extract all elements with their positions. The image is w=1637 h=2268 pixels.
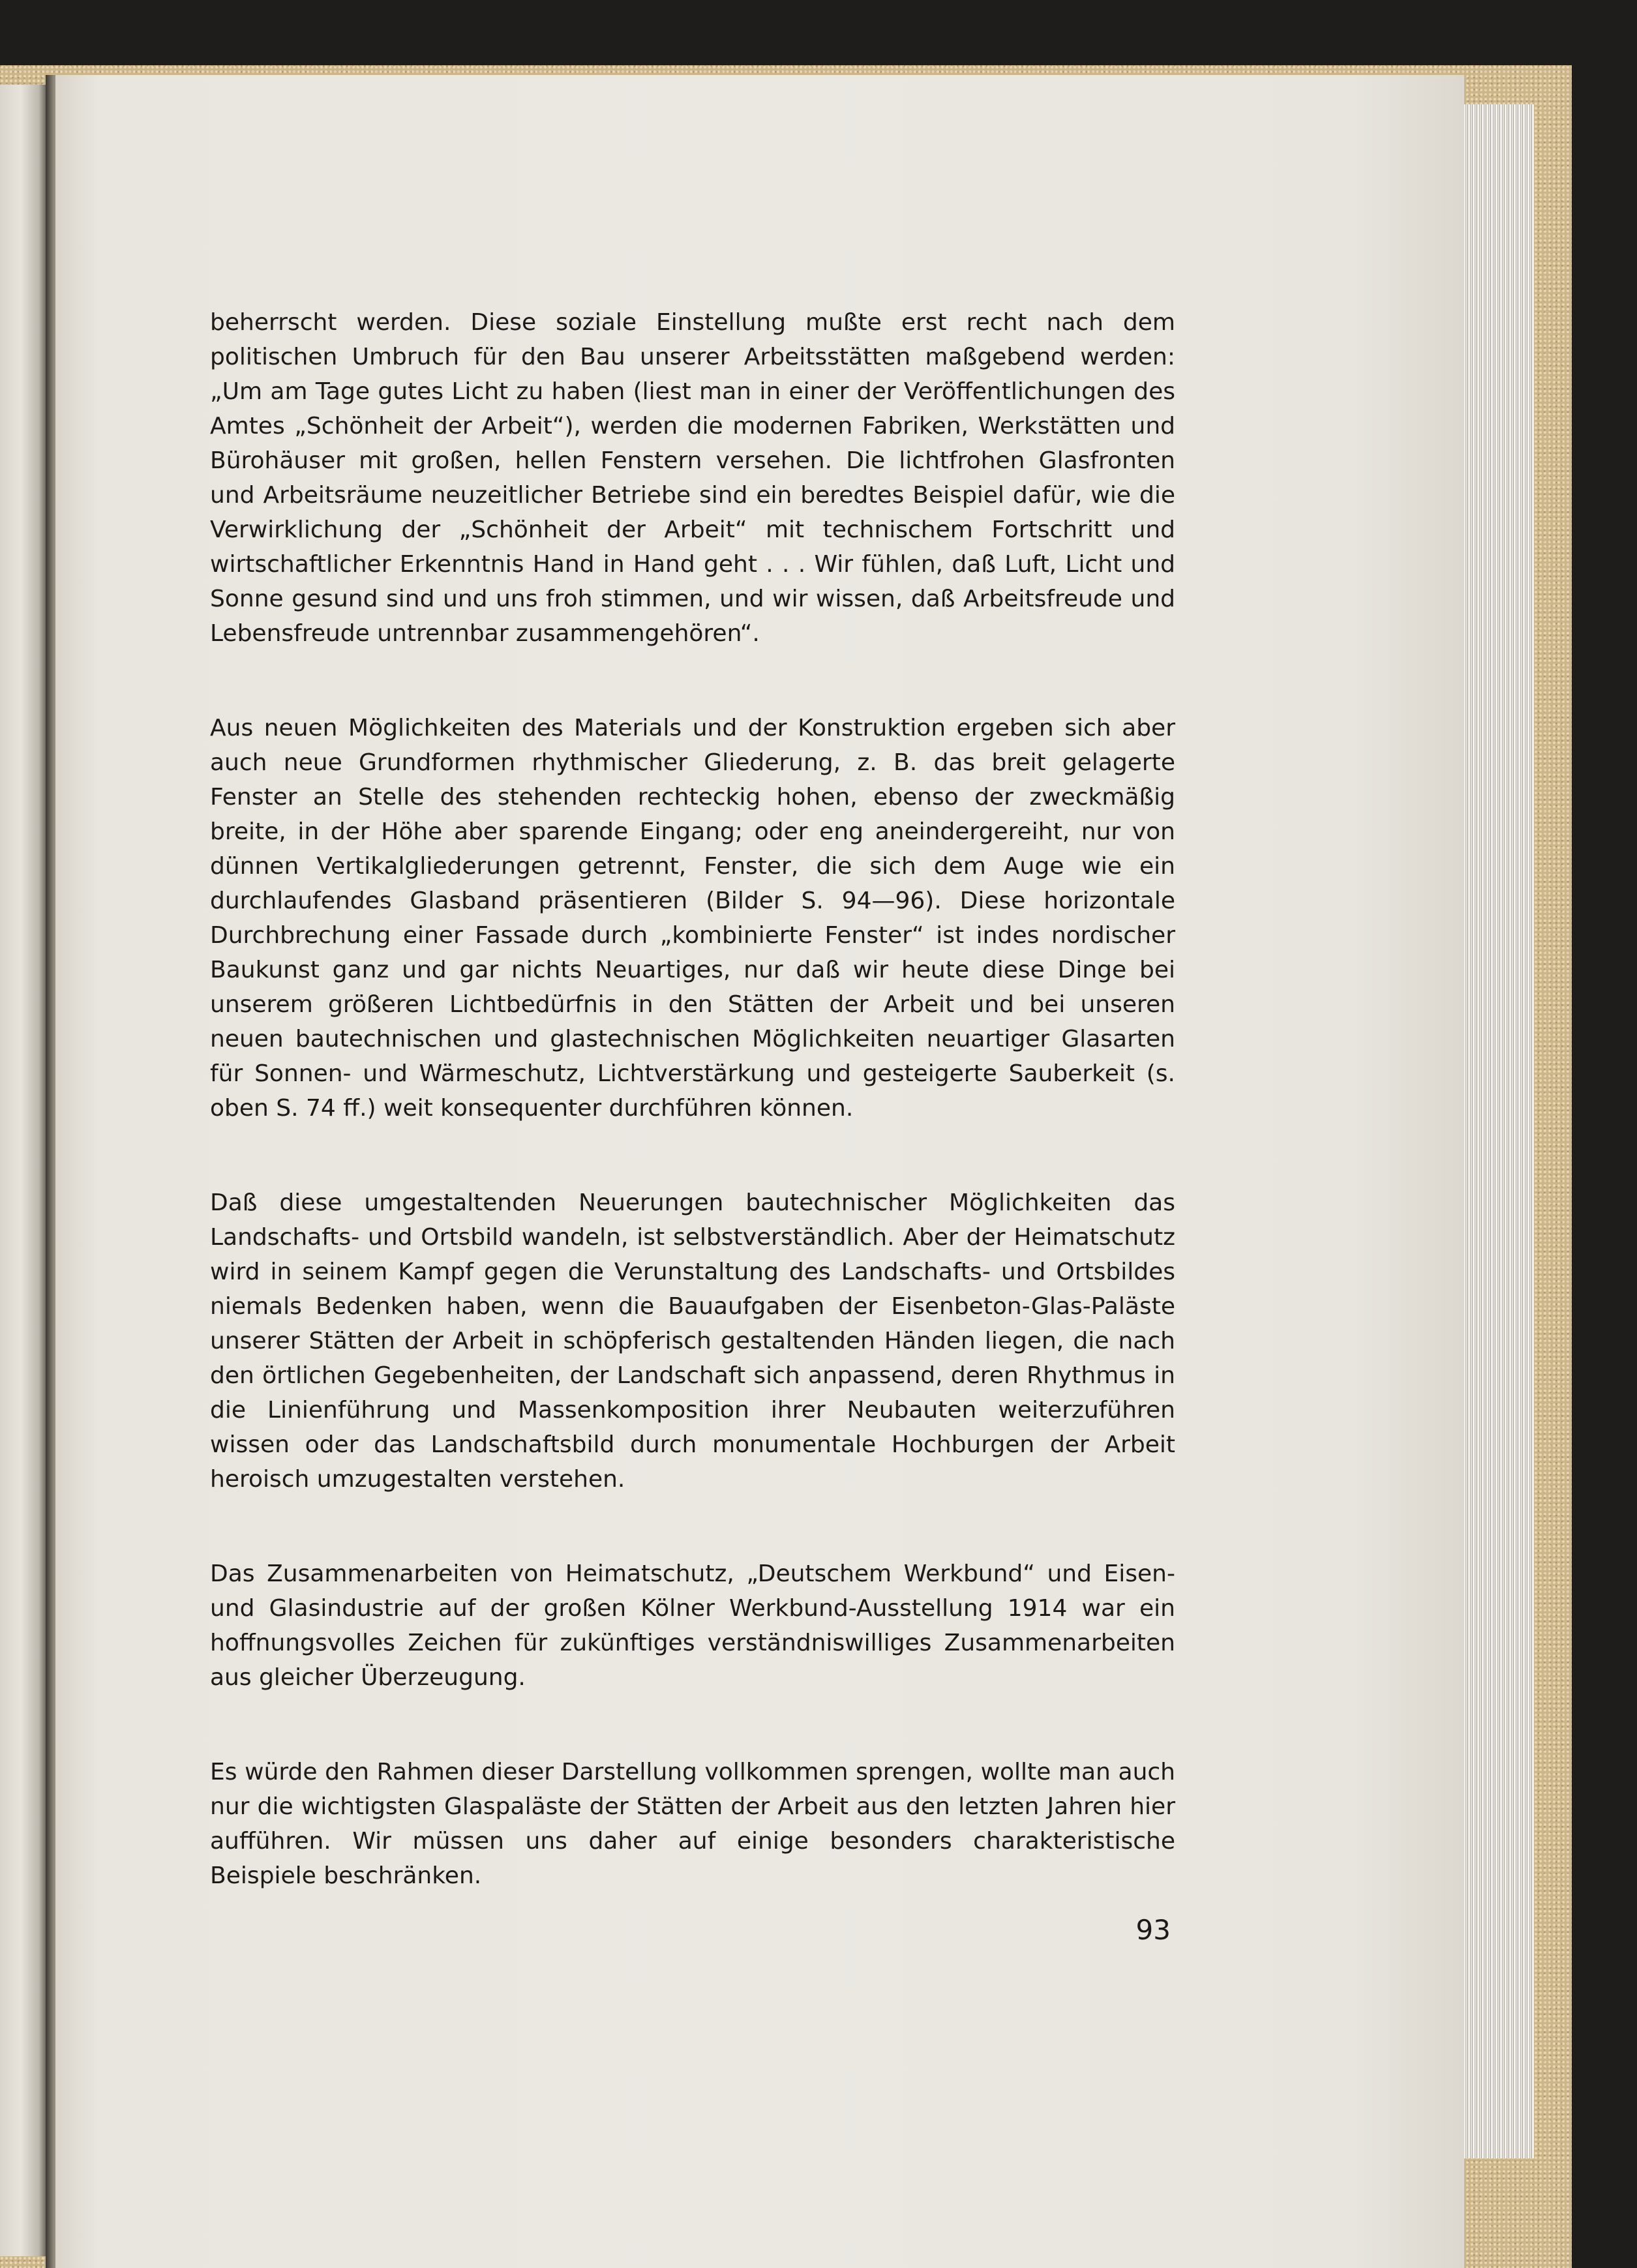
paragraph-1: beherrscht werden. Diese soziale Einstellung mußte erst recht nach dem politischen Umbruch für den Bau unserer Arbeitsstätten maßgebend werden: „Um am Tage gutes Licht zu haben (liest man in einer der Veröffentlichungen des Amtes „Schönheit der Arbeit“), werden die modernen Fabriken, Werkstätten und Bürohäuser mit großen, hellen Fenstern versehen. Die lichtfrohen Glasfronten und Arbeitsräume neuzeitlicher Betriebe sind ein beredtes Beispiel dafür, wie die Verwirklichung der „Schönheit der Arbeit“ mit technischem Fortschritt und wirtschaftlicher Erkenntnis Hand in Hand geht . . . Wir fühlen, daß Luft, Licht und Sonne gesund sind und uns froh stimmen, und wir wissen, daß Arbeitsfreude und Lebensfreude untrennbar zusammengehören“. (210, 309, 1175, 647)
page-number: 93 (1135, 1914, 1171, 1946)
page-edges (1458, 104, 1534, 2158)
paragraph-3: Daß diese umgestaltenden Neuerungen bautechnischer Möglichkeiten das Landschafts- und Ortsbild wandeln, ist selbstverständlich. Aber der Heimatschutz wird in seinem Kampf gegen die Verunstaltung des Landschafts- und Ortsbildes niemals Bedenken haben, wenn die Bauaufgaben der Eisenbeton-Glas-Paläste unserer Stätten der Arbeit in schöpferisch gestaltenden Händen liegen, die nach den örtlichen Gegebenheiten, der Landschaft sich anpassend, deren Rhythmus in die Linienführung und Massenkomposition ihrer Neubauten weiterzuführen wissen oder das Landschaftsbild durch monumentale Hochburgen der Arbeit heroisch umzugestalten verstehen. (210, 1189, 1175, 1493)
left-page-edge (0, 85, 46, 2256)
body-text (210, 305, 1175, 1893)
paragraph-5: Es würde den Rahmen dieser Darstellung vollkommen sprengen, wollte man auch nur die wichtigsten Glaspaläste der Stätten der Arbeit aus den letzten Jahren hier aufführen. Wir müssen uns daher auf einige besonders charakteristische Beispiele beschränken. (210, 1759, 1175, 1889)
paragraph-2: Aus neuen Möglichkeiten des Materials und der Konstruktion ergeben sich aber auch neue Grundformen rhythmischer Gliederung, z. B. das breit gelagerte Fenster an Stelle des stehenden rechteckig hohen, ebenso der zweckmäßig breite, in der Höhe aber sparende Eingang; oder eng aneindergereiht, nur von dünnen Vertikalgliederungen getrennt, Fenster, die sich dem Auge wie ein durchlaufendes Glasband präsentieren (Bilder S. 94—96). Diese horizontale Durchbrechung einer Fassade durch „kombinierte Fenster“ ist indes nordischer Baukunst ganz und gar nichts Neuartiges, nur daß wir heute diese Dinge bei unserem größeren Lichtbedürfnis in den Stätten der Arbeit und bei unseren neuen bautechnischen und glastechnischen Möglichkeiten neuartiger Glasarten für Sonnen- und Wärmeschutz, Lichtverstärkung und gesteigerte Sauberkeit (s. oben S. 74 ff.) weit konsequenter durchführen können. (210, 715, 1175, 1122)
paragraph-4: Das Zusammenarbeiten von Heimatschutz, „Deutschem Werkbund“ und Eisen- und Glasindustrie auf der großen Kölner Werkbund-Ausstellung 1914 war ein hoffnungsvolles Zeichen für zukünftiges verständniswilliges Zusammenarbeiten aus gleicher Überzeugung. (210, 1560, 1175, 1691)
